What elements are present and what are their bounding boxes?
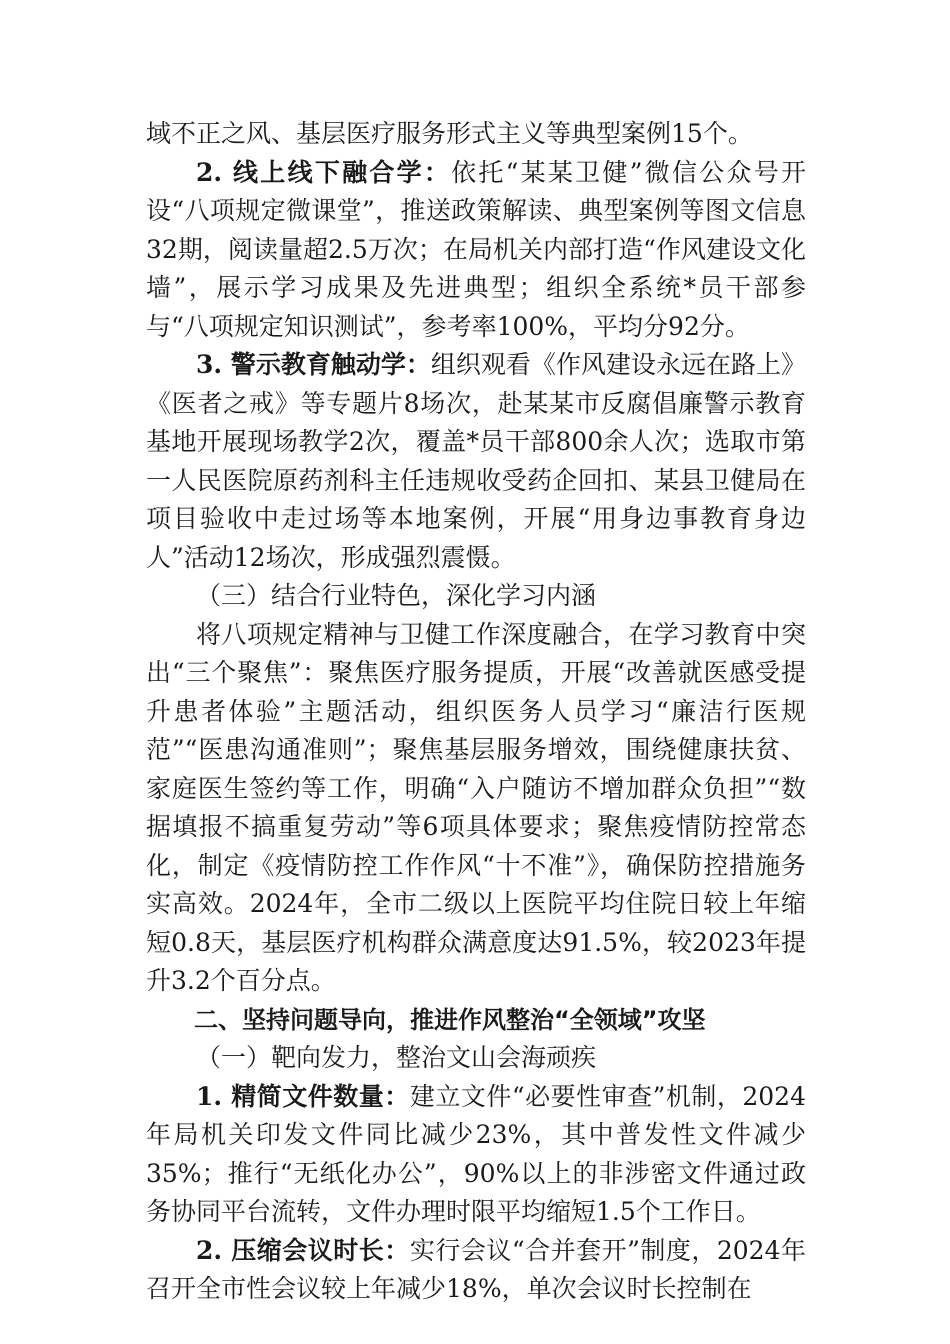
item-body-warning-education: 组织观看《作风建设永远在路上》《医者之戒》等专题片8场次，赴某某市反腐倡廉警示教育基地开展现场教学2次，覆盖*员干部800余人次；选取市第一人民医院原药剂科主任违规收受药企回扣、某县卫健局在项目验收中走过场等本地案例，开展“用身边事教育身边人”活动12场次，形成强烈震慑。 [146,350,806,572]
item-lead-simplify-documents: 1. 精简文件数量： [196,1081,410,1111]
paragraph-continuation: 域不正之风、基层医疗服务形式主义等典型案例15个。 [146,119,753,148]
paragraph-online-offline [146,154,806,347]
section-heading-yi: （一）靶向发力，整治文山会海顽疾 [196,1043,597,1072]
item-lead-compress-meetings: 2. 压缩会议时长： [196,1235,410,1265]
document-page [146,115,806,1309]
paragraph-warning-education [146,346,806,577]
paragraph-simplify-documents [146,1078,806,1232]
item-lead-online-offline: 2. 线上线下融合学： [196,157,452,187]
paragraph-industry-integration: 将八项规定精神与卫健工作深度融合，在学习教育中突出“三个聚焦”：聚焦医疗服务提质，开展“改善就医感受提升患者体验”主题活动，组织医务人员学习“廉洁行医规范”“医患沟通准则”；聚焦基层服务增效，围绕健康扶贫、家庭医生签约等工作，明确“入户随访不增加群众负担”“数据填报不搞重复劳动”等6项具体要求；聚焦疫情防控常态化，制定《疫情防控工作作风“十不准”》，确保防控措施务实高效。2024年，全市二级以上医院平均住院日较上年缩短0.8天，基层医疗机构群众满意度达91.5%，较2023年提升3.2个百分点。 [146,619,806,995]
item-body-online-offline: 依托“某某卫健”微信公众号开设“八项规定微课堂”，推送政策解读、典型案例等图文信息32期，阅读量超2.5万次；在局机关内部打造“作风建设文化墙”，展示学习成果及先进典型；组织全系统*员干部参与“八项规定知识测试”，参考率100%，平均分92分。 [146,157,806,341]
paragraph-compress-meetings [146,1232,806,1309]
section-heading-san: （三）结合行业特色，深化学习内涵 [196,581,597,610]
item-body-simplify-documents: 建立文件“必要性审查”机制，2024年局机关印发文件同比减少23%，其中普发性文件减少35%；推行“无纸化办公”，90%以上的非涉密文件通过政务协同平台流转，文件办理时限平均缩短1.5个工作日。 [146,1081,806,1226]
section-heading-er: 二、坚持问题导向，推进作风整治“全领域”攻坚 [194,1005,706,1034]
item-body-compress-meetings: 实行会议“合并套开”制度，2024年召开全市性会议较上年减少18%，单次会议时长控制在 [146,1235,806,1303]
item-lead-warning-education: 3. 警示教育触动学： [196,350,431,379]
